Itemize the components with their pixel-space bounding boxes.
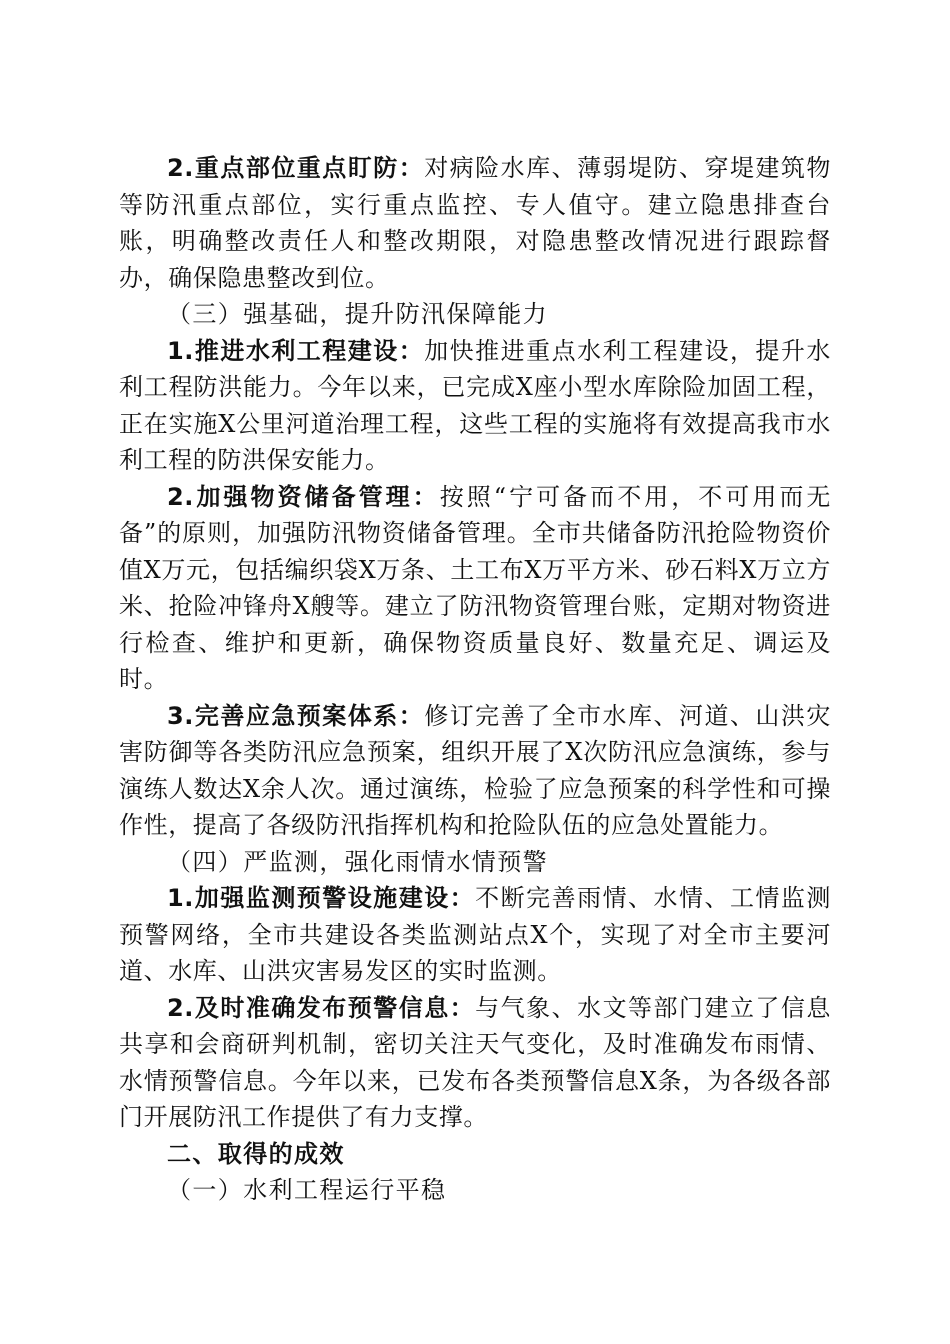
paragraph-lead: 2.重点部位重点盯防： [167, 154, 425, 182]
paragraph-material-reserves [119, 479, 831, 698]
document-page [119, 150, 831, 1209]
paragraph-lead: 1.推进水利工程建设： [167, 336, 425, 365]
paragraph-body: 加快推进重点水利工程建设，提升水利工程防洪能力。今年以来，已完成X座小型水库除险加固工程，正在实施X公里河道治理工程，这些工程的实施将有效提高我市水利工程的防洪保安能力。 [119, 336, 831, 474]
subsection-heading-1: （一）水利工程运行平稳 [167, 1176, 447, 1204]
paragraph-body: 修订完善了全市水库、河道、山洪灾害防御等各类防汛应急预案，组织开展了X次防汛应急演练，参与演练人数达X余人次。通过演练，检验了应急预案的科学性和可操作性，提高了各级防汛指挥机构和抢险队伍的应急处置能力。 [119, 701, 831, 839]
paragraph-water-projects [119, 333, 831, 479]
paragraph-lead: 1.加强监测预警设施建设： [167, 884, 476, 912]
paragraph-body: 不断完善雨情、水情、工情监测预警网络，全市共建设各类监测站点X个，实现了对全市主要河道、水库、山洪灾害易发区的实时监测。 [119, 884, 831, 985]
paragraph-body: 按照“宁可备而不用，不可用而无备”的原则，加强防汛物资储备管理。全市共储备防汛抢险物资价值X万元，包括编织袋X万条、土工布X万平方米、砂石料X万立方米、抢险冲锋舟X艘等。建立了防汛物资管理台账，定期对物资进行检查、维护和更新，确保物资质量良好、数量充足、调运及时。 [119, 482, 831, 693]
paragraph-warning-release [119, 990, 831, 1136]
paragraph-emergency-plans [119, 698, 831, 844]
section-heading-3: （三）强基础，提升防汛保障能力 [167, 300, 548, 328]
paragraph-key-areas-monitoring [119, 150, 831, 296]
section-heading-4: （四）严监测，强化雨情水情预警 [167, 847, 548, 876]
paragraph-body: 对病险水库、薄弱堤防、穿堤建筑物等防汛重点部位，实行重点监控、专人值守。建立隐患排查台账，明确整改责任人和整改期限，对隐患整改情况进行跟踪督办，确保隐患整改到位。 [119, 154, 831, 292]
paragraph-lead: 3.完善应急预案体系： [167, 701, 425, 730]
paragraph-lead: 2.加强物资储备管理： [167, 482, 440, 511]
paragraph-body: 与气象、水文等部门建立了信息共享和会商研判机制，密切关注天气变化，及时准确发布雨情、水情预警信息。今年以来，已发布各类预警信息X条，为各级各部门开展防汛工作提供了有力支撑。 [119, 993, 831, 1131]
paragraph-lead: 2.及时准确发布预警信息： [167, 993, 476, 1022]
part-heading-achievements: 二、取得的成效 [167, 1139, 345, 1168]
paragraph-monitoring-facilities [119, 880, 831, 990]
